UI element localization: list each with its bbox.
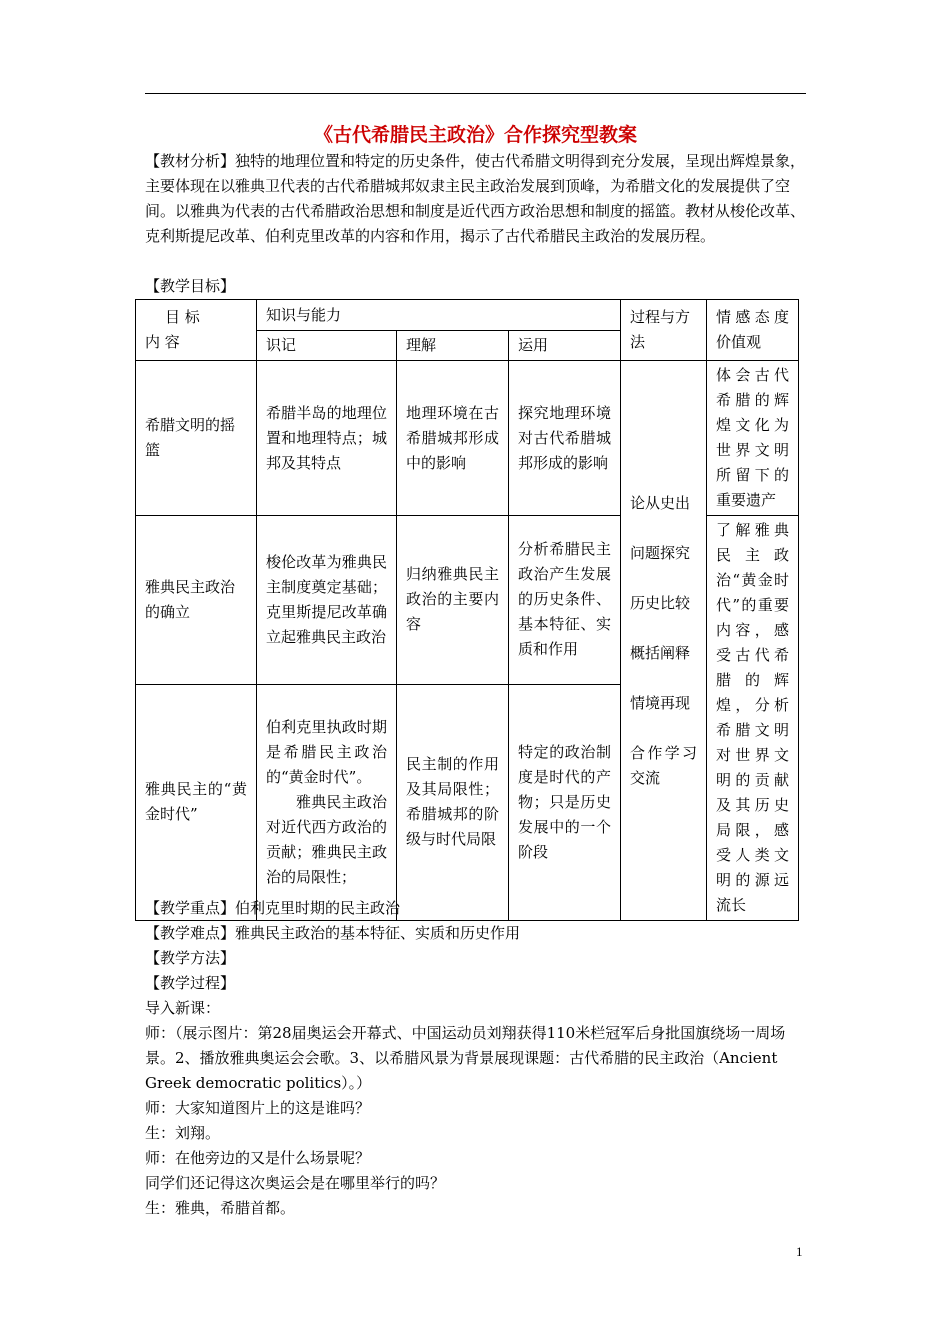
material-analysis bbox=[145, 149, 806, 249]
header-understand: 理解 bbox=[397, 331, 509, 361]
method-item: 情境再现 bbox=[630, 693, 691, 712]
emotion-1: 体会古代希腊的辉煌文化为世界文明所留下的重要遗产 bbox=[707, 361, 799, 516]
method-item: 历史比较 bbox=[630, 593, 691, 612]
teaching-procedure: 【教学过程】 bbox=[145, 974, 236, 992]
teaching-method: 【教学方法】 bbox=[145, 949, 236, 967]
header-emotion: 情感态度价值观 bbox=[707, 300, 799, 361]
teaching-goals-heading: 【教学目标】 bbox=[145, 277, 236, 295]
teaching-goals-table bbox=[135, 299, 799, 921]
header-process: 过程与方法 bbox=[621, 300, 707, 361]
row3-apply: 特定的政治制度是时代的产物；只是历史发展中的一个阶段 bbox=[509, 684, 621, 920]
page-number: 1 bbox=[796, 1244, 803, 1259]
header-target: 目 标 bbox=[165, 308, 200, 326]
header-apply: 运用 bbox=[509, 331, 621, 361]
dialogue-line: 师：在他旁边的又是什么场景呢？ bbox=[145, 1149, 371, 1167]
method-item: 概括阐释 bbox=[630, 643, 691, 662]
header-knowledge: 知识与能力 bbox=[257, 300, 621, 331]
teaching-difficulty: 【教学难点】雅典民主政治的基本特征、实质和历史作用 bbox=[145, 924, 521, 942]
header-target-content bbox=[136, 300, 257, 361]
method-item: 论从史出 bbox=[630, 493, 691, 512]
emotion-2: 了解雅典民主政治“黄金时代”的重要内容，感受古代希腊的辉煌，分析希腊文明对世界文明的贡献及其历史局限，感受人类文明的源远流长 bbox=[707, 516, 799, 921]
row3-topic: 雅典民主的“黄金时代” bbox=[136, 684, 257, 920]
row3-recall bbox=[257, 684, 397, 920]
row3-recall-part1: 伯利克里执政时期是希腊民主政治的“黄金时代”。 bbox=[266, 717, 387, 786]
row3-understand: 民主制的作用及其局限性；希腊城邦的阶级与时代局限 bbox=[397, 684, 509, 920]
teacher-show-paragraph: 师：（展示图片：第28届奥运会开幕式、中国运动员刘翔获得110米栏冠军后身批国旗绕场一周场景。2、播放雅典奥运会会歌。3、以希腊风景为背景展现课题：古代希腊的民主政治（Ancient Greek democratic politics）。） bbox=[145, 1024, 786, 1092]
analysis-label: 【教材分析】 bbox=[145, 152, 236, 170]
dialogue-line: 同学们还记得这次奥运会是在哪里举行的吗？ bbox=[145, 1174, 446, 1192]
header-rule bbox=[145, 93, 806, 94]
method-item: 问题探究 bbox=[630, 543, 691, 562]
row1-recall: 希腊半岛的地理位置和地理特点；城邦及其特点 bbox=[257, 361, 397, 516]
dialogue-line: 师：大家知道图片上的这是谁吗？ bbox=[145, 1099, 371, 1117]
row2-topic: 雅典民主政治的确立 bbox=[136, 516, 257, 685]
process-methods bbox=[621, 361, 707, 921]
analysis-text: 独特的地理位置和特定的历史条件，使古代希腊文明得到充分发展，呈现出辉煌景象，主要体现在以雅典卫代表的古代希腊城邦奴隶主民主政治发展到顶峰，为希腊文化的发展提供了空间。以雅典为代表的古代希腊政治思想和制度是近代西方政治思想和制度的摇篮。教材从梭伦改革、克利斯提尼改革、伯利克里改革的内容和作用，揭示了古代希腊民主政治的发展历程。 bbox=[145, 152, 806, 245]
dialogue-line: 生：刘翔。 bbox=[145, 1124, 221, 1142]
dialogue-line: 生：雅典，希腊首都。 bbox=[145, 1199, 296, 1217]
method-item: 合作学习交流 bbox=[630, 743, 698, 787]
row1-topic: 希腊文明的摇篮 bbox=[136, 361, 257, 516]
header-recall: 识记 bbox=[257, 331, 397, 361]
row2-apply: 分析希腊民主政治产生发展的历史条件、基本特征、实质和作用 bbox=[509, 516, 621, 685]
row1-apply: 探究地理环境对古代希腊城邦形成的影响 bbox=[509, 361, 621, 516]
teaching-focus: 【教学重点】伯利克里时期的民主政治 bbox=[145, 899, 401, 917]
row2-recall: 梭伦改革为雅典民主制度奠定基础；克里斯提尼改革确立起雅典民主政治 bbox=[257, 516, 397, 685]
header-content: 内 容 bbox=[145, 333, 180, 351]
row2-understand: 归纳雅典民主政治的主要内容 bbox=[397, 516, 509, 685]
document-title: 《古代希腊民主政治》合作探究型教案 bbox=[313, 124, 637, 146]
row3-recall-part2: 雅典民主政治对近代西方政治的贡献；雅典民主政治的局限性； bbox=[266, 792, 387, 886]
intro-label: 导入新课： bbox=[145, 999, 221, 1017]
row1-understand: 地理环境在古希腊城邦形成中的影响 bbox=[397, 361, 509, 516]
